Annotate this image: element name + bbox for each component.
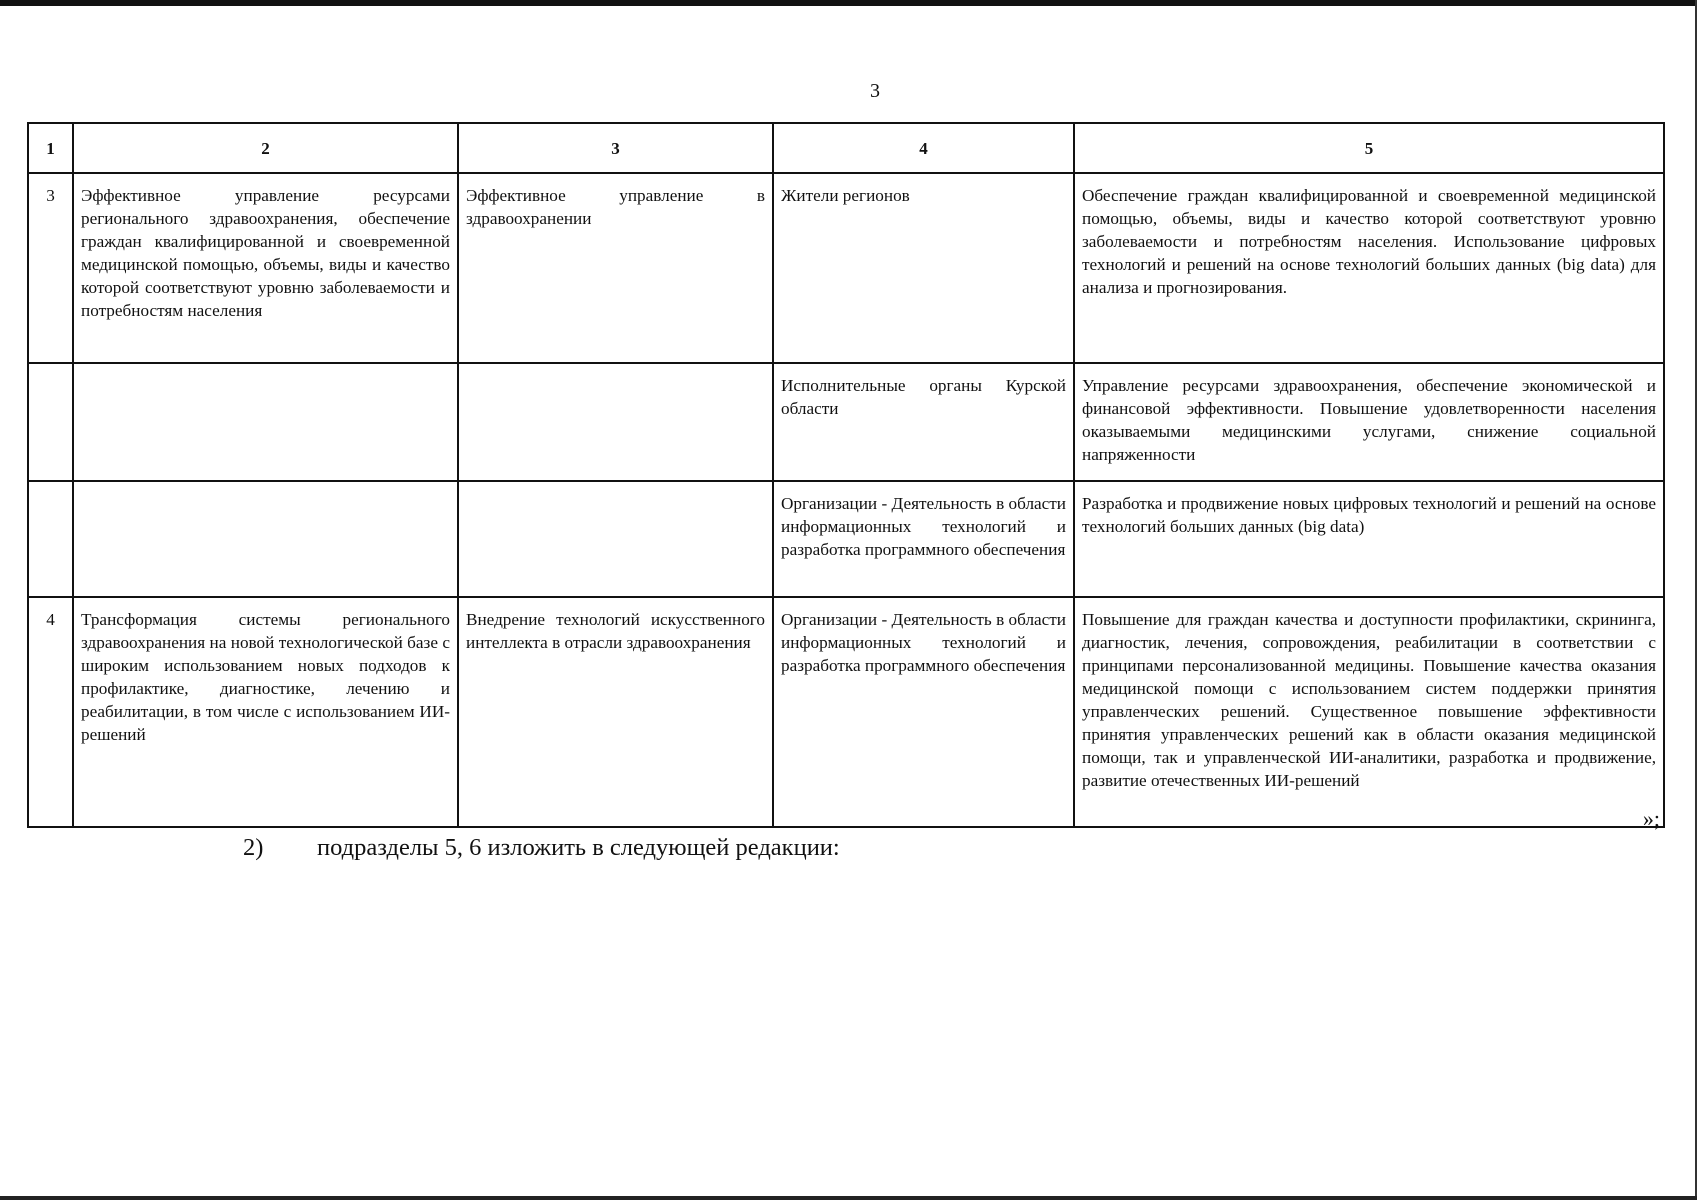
table-header-cell: 2 [73, 123, 458, 173]
table-row [28, 363, 1664, 481]
direction-cell [458, 363, 773, 481]
table-row [28, 597, 1664, 827]
page-number: 3 [870, 80, 880, 102]
effect-cell: Повышение для граждан качества и доступности профилактики, скрининга, диагностик, лечения, сопровождения, реабилитации в соответствии с принципами персонализованной медицины. Повышение качества оказания медицинской помощи с использованием систем поддержки принятия управленческих решений. Существенное повышение эффективности принятия управленческих решений как в области оказания медицинской помощи, так и управленческой ИИ-аналитики, разработка и продвижение, развитие отечественных ИИ-решений [1074, 597, 1664, 827]
direction-cell: Внедрение технологий искусственного интеллекта в отрасли здравоохранения [458, 597, 773, 827]
effect-cell: Разработка и продвижение новых цифровых технологий и решений на основе технологий больших данных (big data) [1074, 481, 1664, 597]
goal-cell: Эффективное управление ресурсами регионального здравоохранения, обеспечение граждан квалифицированной и своевременной медицинской помощью, объемы, виды и качество которой соответствуют уровню заболеваемости и потребностям населения [73, 173, 458, 363]
row-number-cell: 4 [28, 597, 73, 827]
document-table [27, 122, 1665, 828]
row-number-cell [28, 363, 73, 481]
table-header-cell: 3 [458, 123, 773, 173]
row-number-cell: 3 [28, 173, 73, 363]
table-header-cell: 5 [1074, 123, 1664, 173]
effect-cell: Управление ресурсами здравоохранения, обеспечение экономической и финансовой эффективности. Повышение удовлетворенности населения оказываемыми медицинскими услугами, снижение социальной напряженности [1074, 363, 1664, 481]
direction-cell: Эффективное управление в здравоохранении [458, 173, 773, 363]
table-row [28, 173, 1664, 363]
direction-cell [458, 481, 773, 597]
scan-edge-top [0, 0, 1697, 6]
amendment-paragraph [243, 834, 840, 862]
table-header-cell: 1 [28, 123, 73, 173]
stakeholder-cell: Организации - Деятельность в области информационных технологий и разработка программного обеспечения [773, 597, 1074, 827]
goal-cell [73, 363, 458, 481]
table-row [28, 481, 1664, 597]
goal-cell [73, 481, 458, 597]
effect-cell: Обеспечение граждан квалифицированной и своевременной медицинской помощью, объемы, виды и качество которой соответствуют уровню заболеваемости и потребностям населения. Использование цифровых технологий и решений на основе технологий больших данных (big data) для анализа и прогнозирования. [1074, 173, 1664, 363]
closing-quote-mark: »; [1642, 806, 1660, 831]
stakeholder-cell: Жители регионов [773, 173, 1074, 363]
stakeholder-cell: Исполнительные органы Курской области [773, 363, 1074, 481]
table-header-cell: 4 [773, 123, 1074, 173]
stakeholder-cell: Организации - Деятельность в области информационных технологий и разработка программного обеспечения [773, 481, 1074, 597]
goal-cell: Трансформация системы регионального здравоохранения на новой технологической базе с широким использованием новых подходов к профилактике, диагностике, лечению и реабилитации, в том числе с использованием ИИ-решений [73, 597, 458, 827]
scan-edge-bottom [0, 1196, 1697, 1200]
row-number-cell [28, 481, 73, 597]
paragraph-number: 2) [243, 834, 264, 861]
paragraph-text: подразделы 5, 6 изложить в следующей редакции: [317, 834, 840, 861]
table-header-row [28, 123, 1664, 173]
